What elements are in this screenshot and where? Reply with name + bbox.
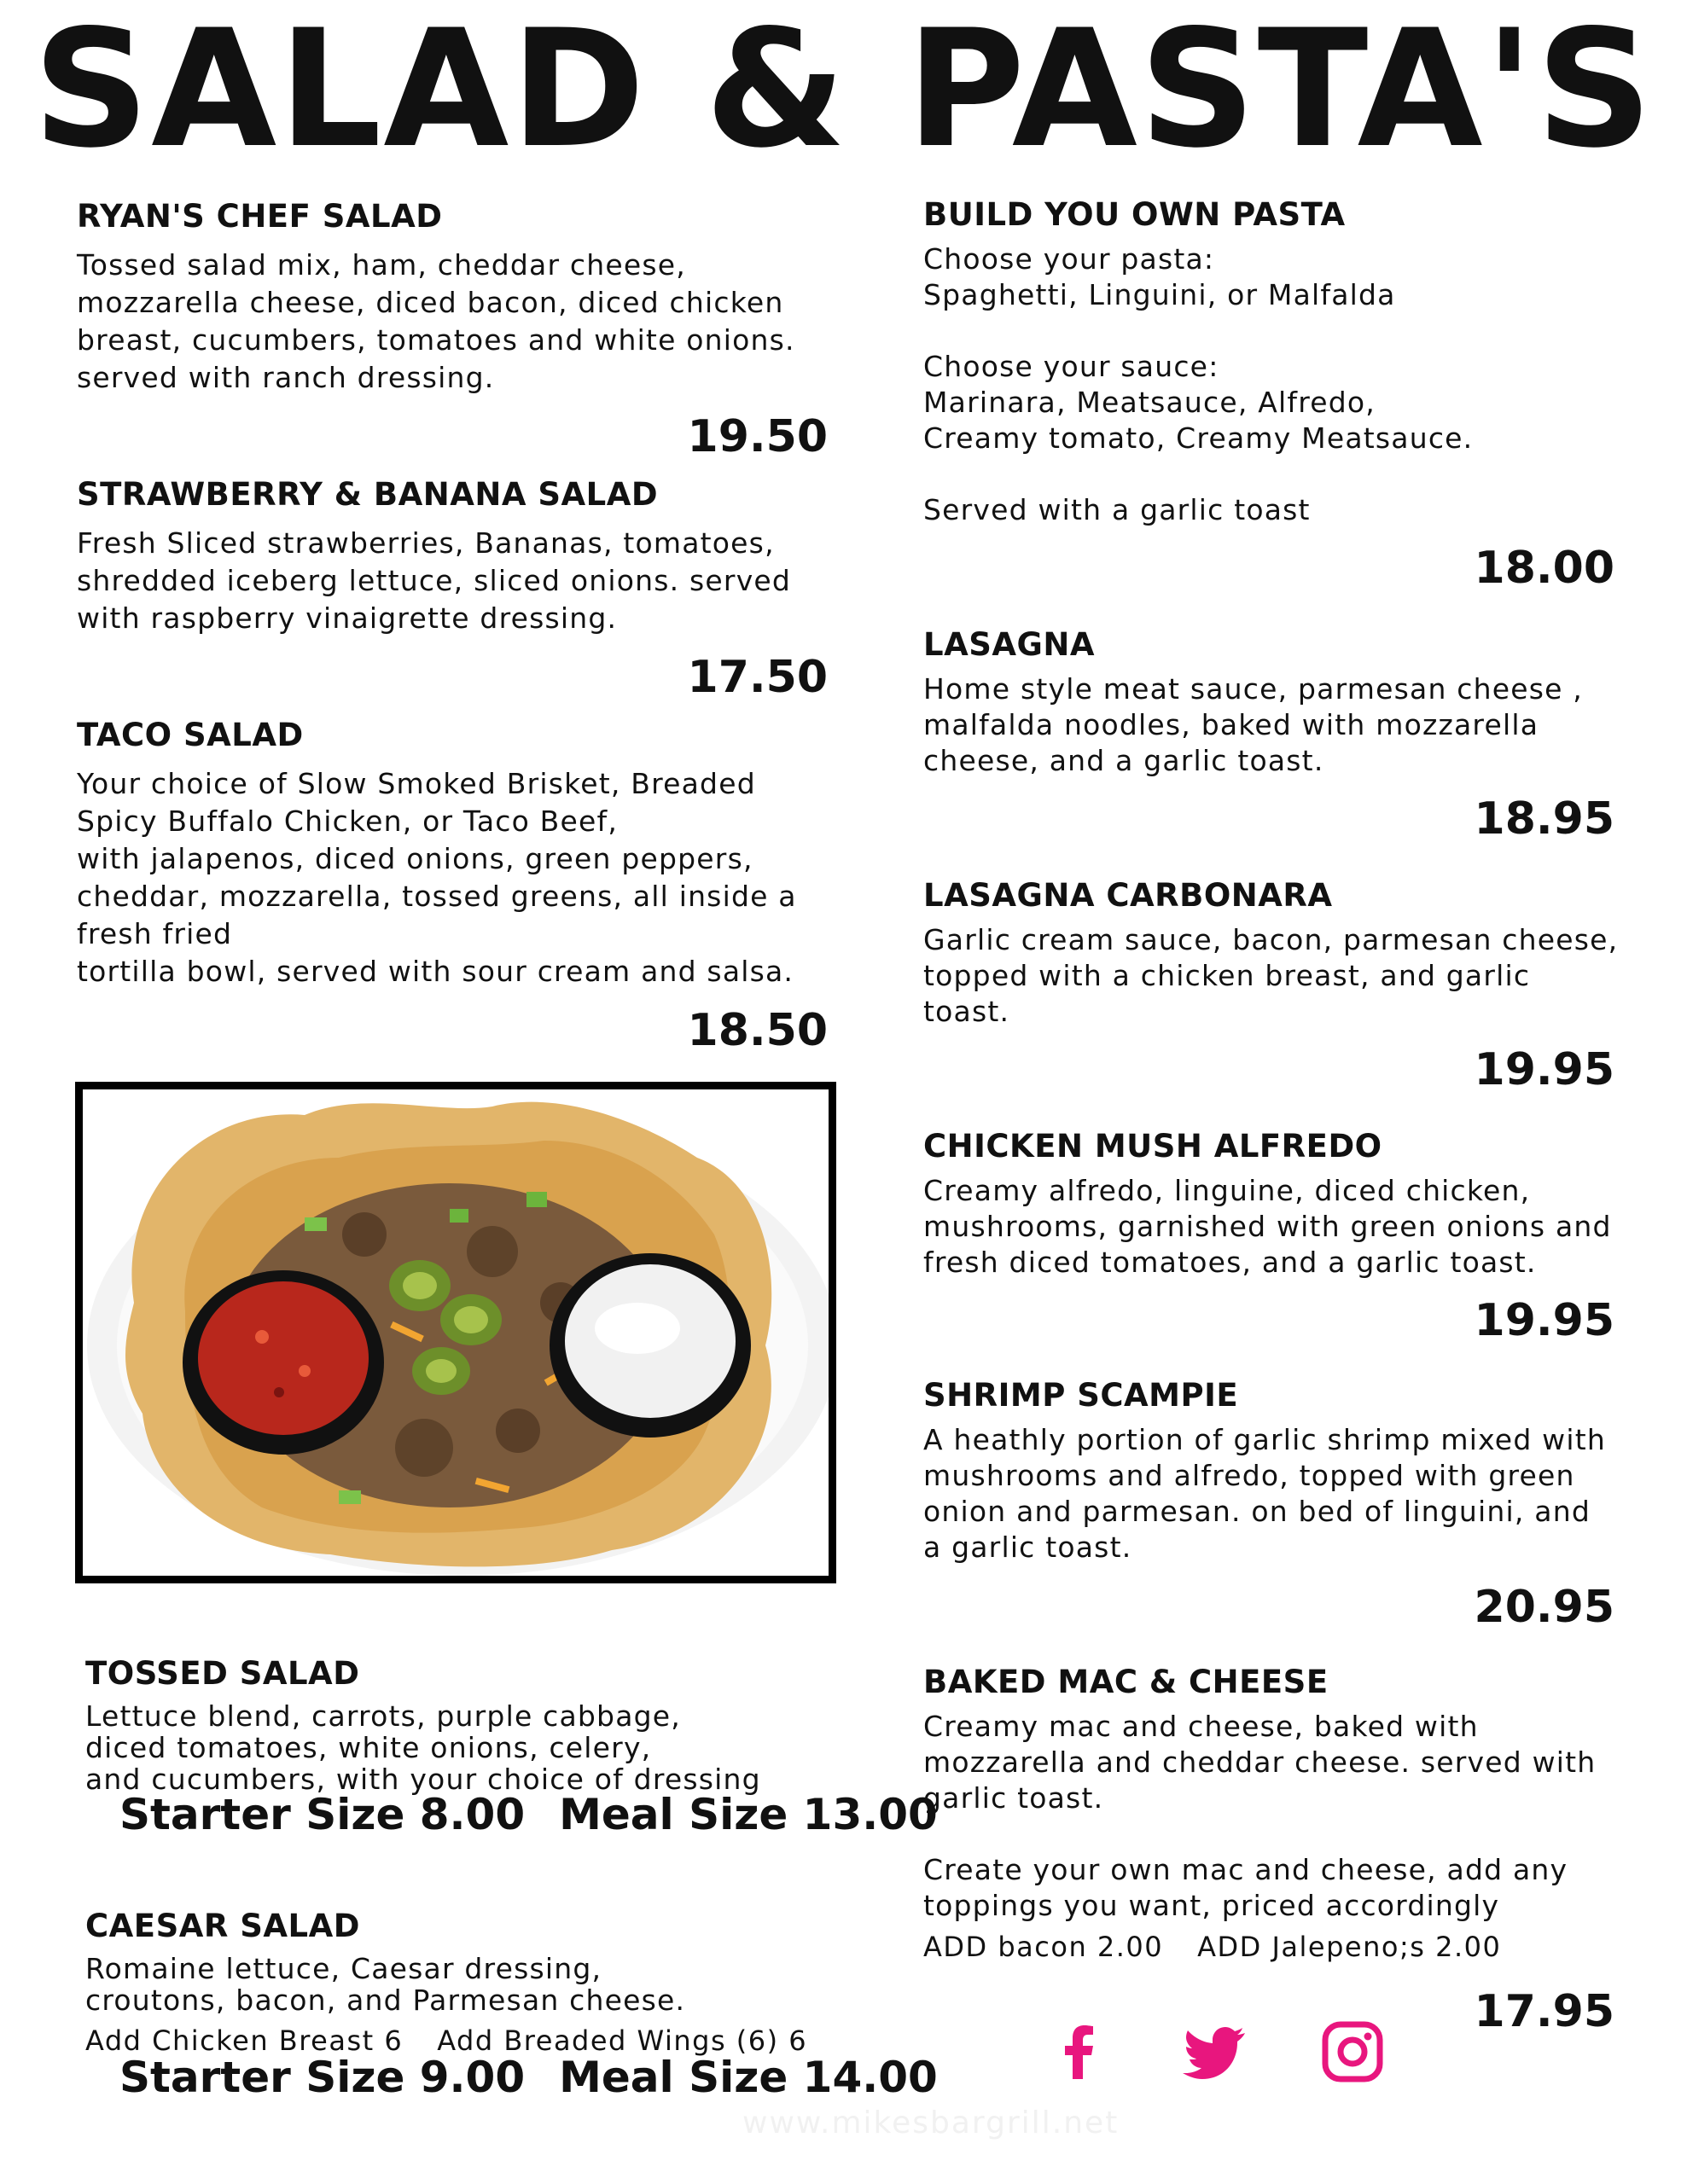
item-price: 17.95: [1474, 1986, 1614, 2037]
item-price: 18.00: [1474, 543, 1614, 594]
watermark: www.mikesbargrill.net: [742, 2106, 1120, 2140]
meal-size-price: Meal Size 14.00: [559, 2053, 938, 2102]
addon: Add Breaded Wings (6) 6: [437, 2024, 808, 2057]
item-description: Creamy alfredo, linguine, diced chicken, mushrooms, garnished with green onions and fresh diced tomatoes, and a garlic toast.: [923, 1174, 1612, 1279]
item-price: 19.95: [1474, 1044, 1614, 1095]
menu-item-caesar-salad: [85, 1908, 853, 2057]
menu-item-build-your-own-pasta: [923, 196, 1632, 528]
taco-salad-photo: [75, 1082, 836, 1583]
menu-item-shrimp-scampie: [923, 1377, 1632, 1565]
item-name: LASAGNA: [923, 626, 1095, 663]
size-prices: [119, 2053, 938, 2102]
item-price: 19.95: [1474, 1295, 1614, 1346]
item-name: CHICKEN MUSH ALFREDO: [923, 1128, 1382, 1165]
item-description: Fresh Sliced strawberries, Bananas, tomatoes, shredded iceberg lettuce, sliced onions. served with raspberry vinaigrette dressing.: [77, 526, 792, 635]
item-name: TACO SALAD: [77, 717, 304, 753]
addons: [923, 1931, 1632, 1963]
size-prices: [119, 1790, 938, 1839]
item-description: Romaine lettuce, Caesar dressing, croutons, bacon, and Parmesan cheese.: [85, 1952, 686, 2017]
item-price: 19.50: [687, 411, 828, 462]
menu-item-baked-mac-cheese: [923, 1664, 1632, 1963]
item-description: Creamy mac and cheese, baked with mozzarella and cheddar cheese. served with garlic toast. Create your own mac and cheese, add any toppings you want, priced accordingly: [923, 1710, 1597, 1922]
item-price: 18.95: [1474, 793, 1614, 845]
item-name: SHRIMP SCAMPIE: [923, 1377, 1239, 1414]
item-name: RYAN'S CHEF SALAD: [77, 198, 443, 235]
instagram-icon[interactable]: [1318, 2018, 1387, 2086]
addon: ADD bacon 2.00: [923, 1931, 1164, 1963]
item-description: A heathly portion of garlic shrimp mixed with mushrooms and alfredo, topped with green onion and parmesan. on bed of linguini, and a garlic toast.: [923, 1423, 1606, 1564]
starter-size-price: Starter Size 9.00: [119, 2053, 526, 2102]
menu-item-tossed-salad: [85, 1655, 853, 1795]
page-title: SALAD & PASTA'S: [32, 0, 1655, 183]
menu-item-lasagna: [923, 626, 1632, 779]
item-description: Home style meat sauce, parmesan cheese , malfalda noodles, baked with mozzarella cheese, and a garlic toast.: [923, 672, 1583, 777]
starter-size-price: Starter Size 8.00: [119, 1790, 526, 1839]
item-price: 17.50: [687, 652, 828, 703]
addon: ADD Jalepeno;s 2.00: [1197, 1931, 1502, 1963]
facebook-icon[interactable]: [1045, 2018, 1114, 2086]
menu-item-ryans-chef-salad: [77, 198, 845, 397]
item-price: 20.95: [1474, 1582, 1614, 1633]
item-price: 18.50: [687, 1005, 828, 1056]
item-description: Tossed salad mix, ham, cheddar cheese, mozzarella cheese, diced bacon, diced chicken breast, cucumbers, tomatoes and white onions. served with ranch dressing.: [77, 248, 795, 394]
item-name: LASAGNA CARBONARA: [923, 877, 1333, 914]
twitter-icon[interactable]: [1182, 2018, 1250, 2086]
item-name: TOSSED SALAD: [85, 1655, 360, 1692]
item-description: Garlic cream sauce, bacon, parmesan cheese, topped with a chicken breast, and garlic toast.: [923, 923, 1619, 1028]
menu-item-chicken-mush-alfredo: [923, 1128, 1632, 1281]
item-name: CAESAR SALAD: [85, 1908, 360, 1944]
addon: Add Chicken Breast 6: [85, 2024, 404, 2057]
item-name: BUILD YOU OWN PASTA: [923, 196, 1346, 233]
menu-item-strawberry-banana-salad: [77, 476, 845, 637]
taco-salad-image: [83, 1089, 829, 1576]
item-description: Choose your pasta: Spaghetti, Linguini, or Malfalda Choose your sauce: Marinara, Meatsauce, Alfredo, Creamy tomato, Creamy Meatsauce. Served with a garlic toast: [923, 242, 1474, 526]
meal-size-price: Meal Size 13.00: [559, 1790, 938, 1839]
item-description: Your choice of Slow Smoked Brisket, Breaded Spicy Buffalo Chicken, or Taco Beef, with jalapenos, diced onions, green peppers, cheddar, mozzarella, tossed greens, all inside a fresh fried tortilla bowl, served with sour cream and salsa.: [77, 767, 797, 988]
item-name: STRAWBERRY & BANANA SALAD: [77, 476, 659, 513]
menu-item-taco-salad: [77, 717, 845, 990]
item-name: BAKED MAC & CHEESE: [923, 1664, 1329, 1700]
menu-item-lasagna-carbonara: [923, 877, 1632, 1030]
item-description: Lettuce blend, carrots, purple cabbage, diced tomatoes, white onions, celery, and cucumbers, with your choice of dressing: [85, 1699, 761, 1796]
